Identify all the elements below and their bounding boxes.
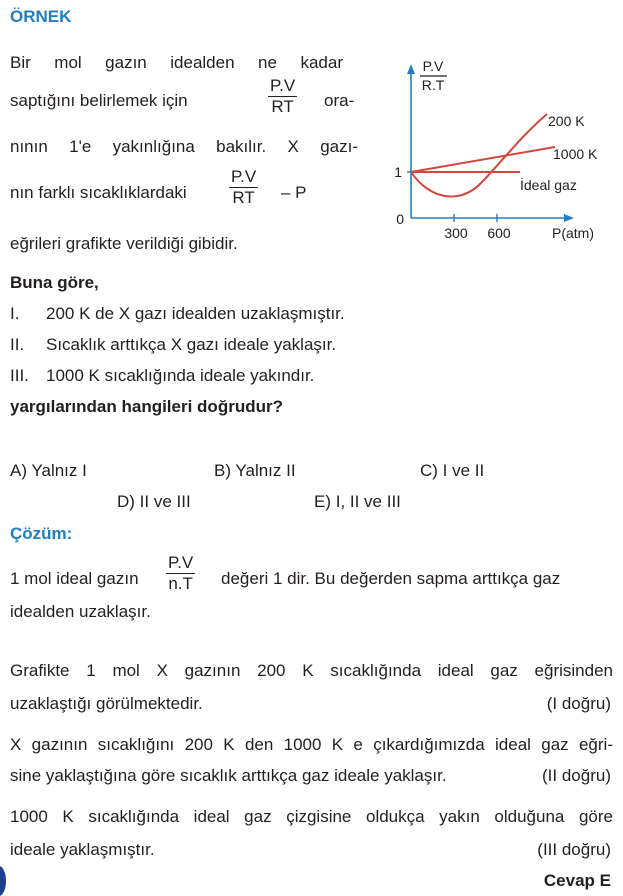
fraction-denominator: RT (232, 187, 255, 207)
x-tick-label-600: 600 (487, 225, 511, 241)
question-line-2b: ora- (324, 91, 355, 110)
question-line-3: nının 1'e yakınlığına bakılır. X gazı- (10, 137, 358, 156)
solution-tag-3: (III doğru) (537, 840, 611, 859)
fraction-numerator: P.V (270, 76, 296, 95)
solution-para-4-line-2: ideale yaklaşmıştır. (10, 840, 155, 859)
fraction-pv-nt (166, 553, 195, 593)
option-d[interactable]: D) II ve III (117, 492, 191, 511)
solution-para-3-line-2: sine yaklaştığına göre sıcaklık arttıkça gaz ideale yaklaşır. (10, 766, 447, 785)
pv-rt-vs-pressure-graph (390, 52, 615, 252)
solution-para-2-line-2: uzaklaştığı görülmektedir. (10, 694, 203, 713)
statement-2-number: II. (10, 335, 25, 354)
x-axis-label: P(atm) (552, 225, 594, 241)
y-axis-label-denominator: R.T (421, 77, 445, 93)
statement-2-text: Sıcaklık arttıkça X gazı ideale yaklaşır. (46, 335, 337, 354)
solution-title: Çözüm: (10, 524, 73, 543)
statement-1-number: I. (10, 304, 20, 323)
option-e[interactable]: E) I, II ve III (314, 492, 401, 511)
fraction-pv-rt-2 (229, 167, 258, 207)
x-tick-label-300: 300 (444, 225, 468, 241)
question-line-2a: saptığını belirlemek için (10, 91, 188, 110)
origin-label: 0 (396, 211, 404, 227)
page-edge-mark (0, 866, 6, 896)
option-a[interactable]: A) Yalnız I (10, 461, 87, 480)
statement-1-text: 200 K de X gazı idealden uzaklaşmıştır. (46, 304, 345, 323)
question-line-5: eğrileri grafikte verildiği gibidir. (10, 234, 238, 253)
statement-3-text: 1000 K sıcaklığında ideale yakındır. (46, 366, 315, 385)
label-200k: 200 K (548, 113, 585, 129)
y-tick-label-1: 1 (394, 164, 402, 180)
solution-line-1a: 1 mol ideal gazın (10, 569, 139, 588)
question-prompt: Buna göre, (10, 273, 99, 292)
y-axis-label-numerator: P.V (422, 58, 444, 74)
solution-line-1b: değeri 1 dir. Bu değerden sapma arttıkça gaz (221, 569, 561, 588)
question-line-4b: – P (281, 183, 307, 202)
question-ask: yargılarından hangileri doğrudur? (10, 397, 283, 416)
option-b[interactable]: B) Yalnız II (214, 461, 296, 480)
solution-para-3-line-1: X gazının sıcaklığını 200 K den 1000 K e çıkardığımızda ideal gaz eğri- (10, 735, 613, 754)
question-line-1: Bir mol gazın idealden ne kadar (10, 53, 343, 72)
option-c[interactable]: C) I ve II (420, 461, 485, 480)
curve-1000k (411, 147, 555, 172)
solution-tag-1: (I doğru) (546, 694, 611, 713)
solution-tag-2: (II doğru) (542, 766, 611, 785)
solution-para-2-line-1: Grafikte 1 mol X gazının 200 K sıcaklığında ideal gaz eğrisinden (10, 661, 613, 680)
fraction-numerator: P.V (168, 553, 194, 572)
fraction-denominator: n.T (168, 573, 193, 593)
label-ideal-gas: İdeal gaz (520, 177, 577, 193)
label-1000k: 1000 K (553, 146, 598, 162)
statement-3-number: III. (10, 366, 29, 385)
solution-para-4-line-1: 1000 K sıcaklığında ideal gaz çizgisine oldukça yakın olduğuna göre (10, 807, 613, 826)
fraction-pv-rt-1 (268, 76, 297, 116)
fraction-numerator: P.V (231, 167, 257, 186)
answer-label: Cevap E (543, 871, 611, 890)
solution-line-1c: idealden uzaklaşır. (10, 602, 151, 621)
question-line-4a: nın farklı sıcaklıklardaki (10, 183, 187, 202)
fraction-denominator: RT (271, 96, 294, 116)
y-axis-arrow-icon (407, 64, 415, 74)
x-axis-arrow-icon (564, 214, 574, 222)
example-title: ÖRNEK (10, 7, 72, 26)
